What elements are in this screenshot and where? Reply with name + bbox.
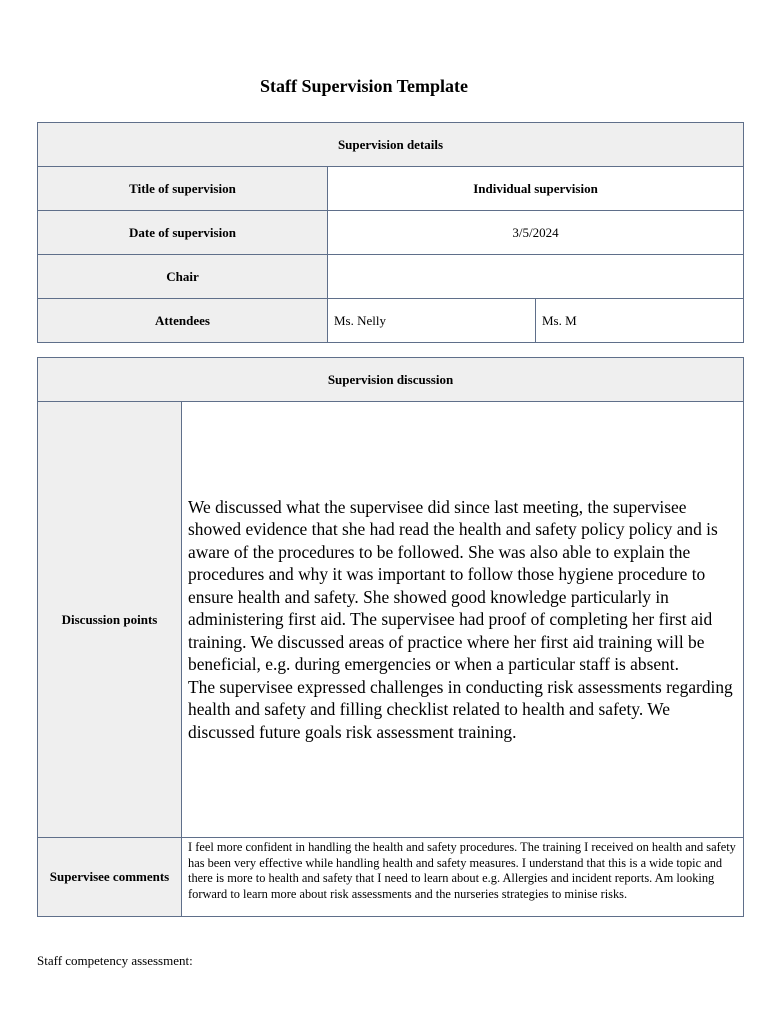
supervisee-comments-text[interactable]: I feel more confident in handling the health and safety procedures. The training I received on health and safety has been very effective while handling health and safety measures. I understand that this is a wide topic and there is more to health and safety that I need to learn about e.g. Allergies and incident reports. Am looking forward to learn more about risk assessments and the nurseries strategies to minise risks. <box>182 838 744 917</box>
attendee-1-value[interactable]: Ms. Nelly <box>328 299 536 343</box>
date-of-supervision-label: Date of supervision <box>38 211 328 255</box>
chair-row <box>38 255 744 299</box>
supervision-discussion-header: Supervision discussion <box>38 358 744 402</box>
title-row <box>38 167 744 211</box>
details-header-row <box>38 123 744 167</box>
discussion-points-text[interactable]: We discussed what the supervisee did since last meeting, the supervisee showed evidence that she had read the health and safety policy policy and is aware of the procedures to be followed. She was also able to explain the procedures and why it was important to follow those hygiene procedure to ensure health and safety. She showed good knowledge particularly in administering first aid. The supervisee had proof of completing her first aid training. We discussed areas of practice where her first aid training will be beneficial, e.g. during emergencies or when a particular staff is absent. The supervisee expressed challenges in conducting risk assessments regarding health and safety and filling checklist related to health and safety. We discussed future goals risk assessment training. <box>182 402 744 838</box>
document-title: Staff Supervision Template <box>259 76 469 96</box>
staff-competency-assessment-label: Staff competency assessment: <box>37 953 193 968</box>
title-of-supervision-label: Title of supervision <box>38 167 328 211</box>
supervisee-comments-row <box>38 838 744 917</box>
attendees-row <box>38 299 744 343</box>
chair-label: Chair <box>38 255 328 299</box>
supervision-discussion-table <box>37 357 744 917</box>
discussion-points-row <box>38 402 744 838</box>
discussion-points-label: Discussion points <box>38 402 182 838</box>
supervision-details-table <box>37 122 744 343</box>
attendee-2-value[interactable]: Ms. M <box>536 299 744 343</box>
discussion-header-row <box>38 358 744 402</box>
date-of-supervision-value[interactable]: 3/5/2024 <box>328 211 744 255</box>
title-of-supervision-value[interactable]: Individual supervision <box>328 167 744 211</box>
supervisee-comments-label: Supervisee comments <box>38 838 182 917</box>
date-row <box>38 211 744 255</box>
chair-value[interactable] <box>328 255 744 299</box>
supervision-details-header: Supervision details <box>38 123 744 167</box>
attendees-label: Attendees <box>38 299 328 343</box>
